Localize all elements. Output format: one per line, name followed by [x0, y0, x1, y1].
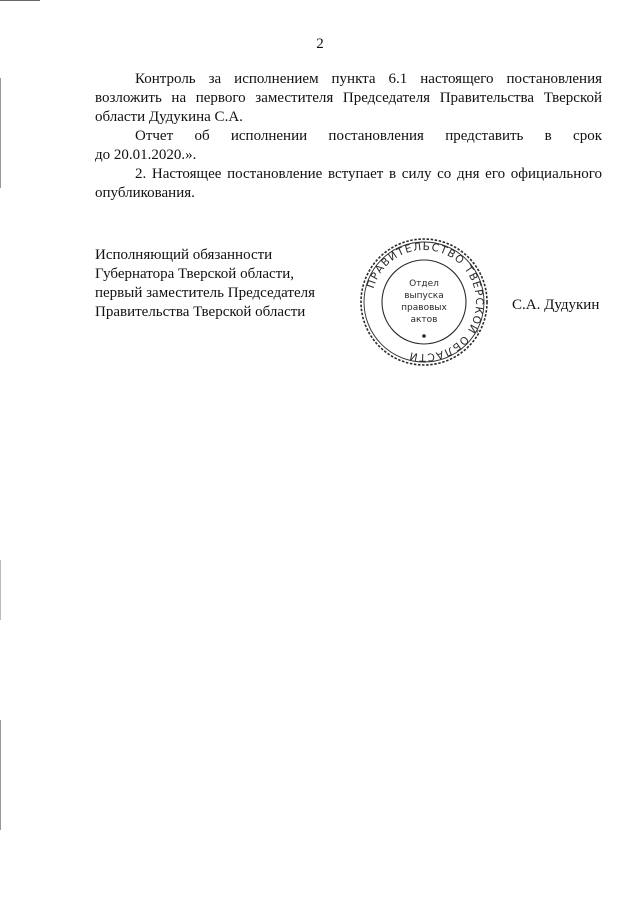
stamp-center-line: правовых [401, 303, 447, 313]
paragraph-control-line1: Контроль за исполнением пункта 6.1 настоящего постановления [135, 71, 602, 87]
stamp-ring-text: ПРАВИТЕЛЬСТВО ТВЕРСКОЙ ОБЛАСТИ [364, 240, 486, 364]
signatory-title-line: Губернатора Тверской области, [95, 266, 294, 282]
official-stamp [358, 236, 490, 368]
stamp-center-line: Отдел [409, 279, 439, 289]
page-number: 2 [316, 36, 324, 52]
paragraph-report-line1: Отчет об исполнении постановления представить в срок [135, 128, 602, 144]
scan-edge-mark [0, 0, 40, 1]
stamp-dot [422, 334, 426, 338]
stamp-center-line: выпуска [404, 291, 444, 301]
signatory-title-line: первый заместитель Председателя [95, 285, 315, 301]
paragraph-control [95, 70, 602, 127]
signer-name: С.А. Дудукин [512, 297, 600, 313]
signatory-title-line: Правительства Тверской области [95, 304, 306, 320]
paragraph-report-rest: до 20.01.2020.». [95, 147, 197, 163]
signatory-title [95, 246, 355, 322]
paragraph-effective: 2. Настоящее постановление вступает в силу со дня его официального опубликования. [95, 166, 602, 201]
paragraph-control-rest: возложить на первого заместителя Председателя Правительства Тверской области Дудукина С.А. [95, 90, 602, 125]
document-body [95, 70, 602, 203]
scan-edge-mark [0, 78, 1, 188]
signatory-title-line: Исполняющий обязанности [95, 247, 273, 263]
stamp-center-line: актов [410, 315, 438, 325]
scan-edge-mark [0, 720, 1, 830]
scan-edge-mark [0, 560, 1, 620]
